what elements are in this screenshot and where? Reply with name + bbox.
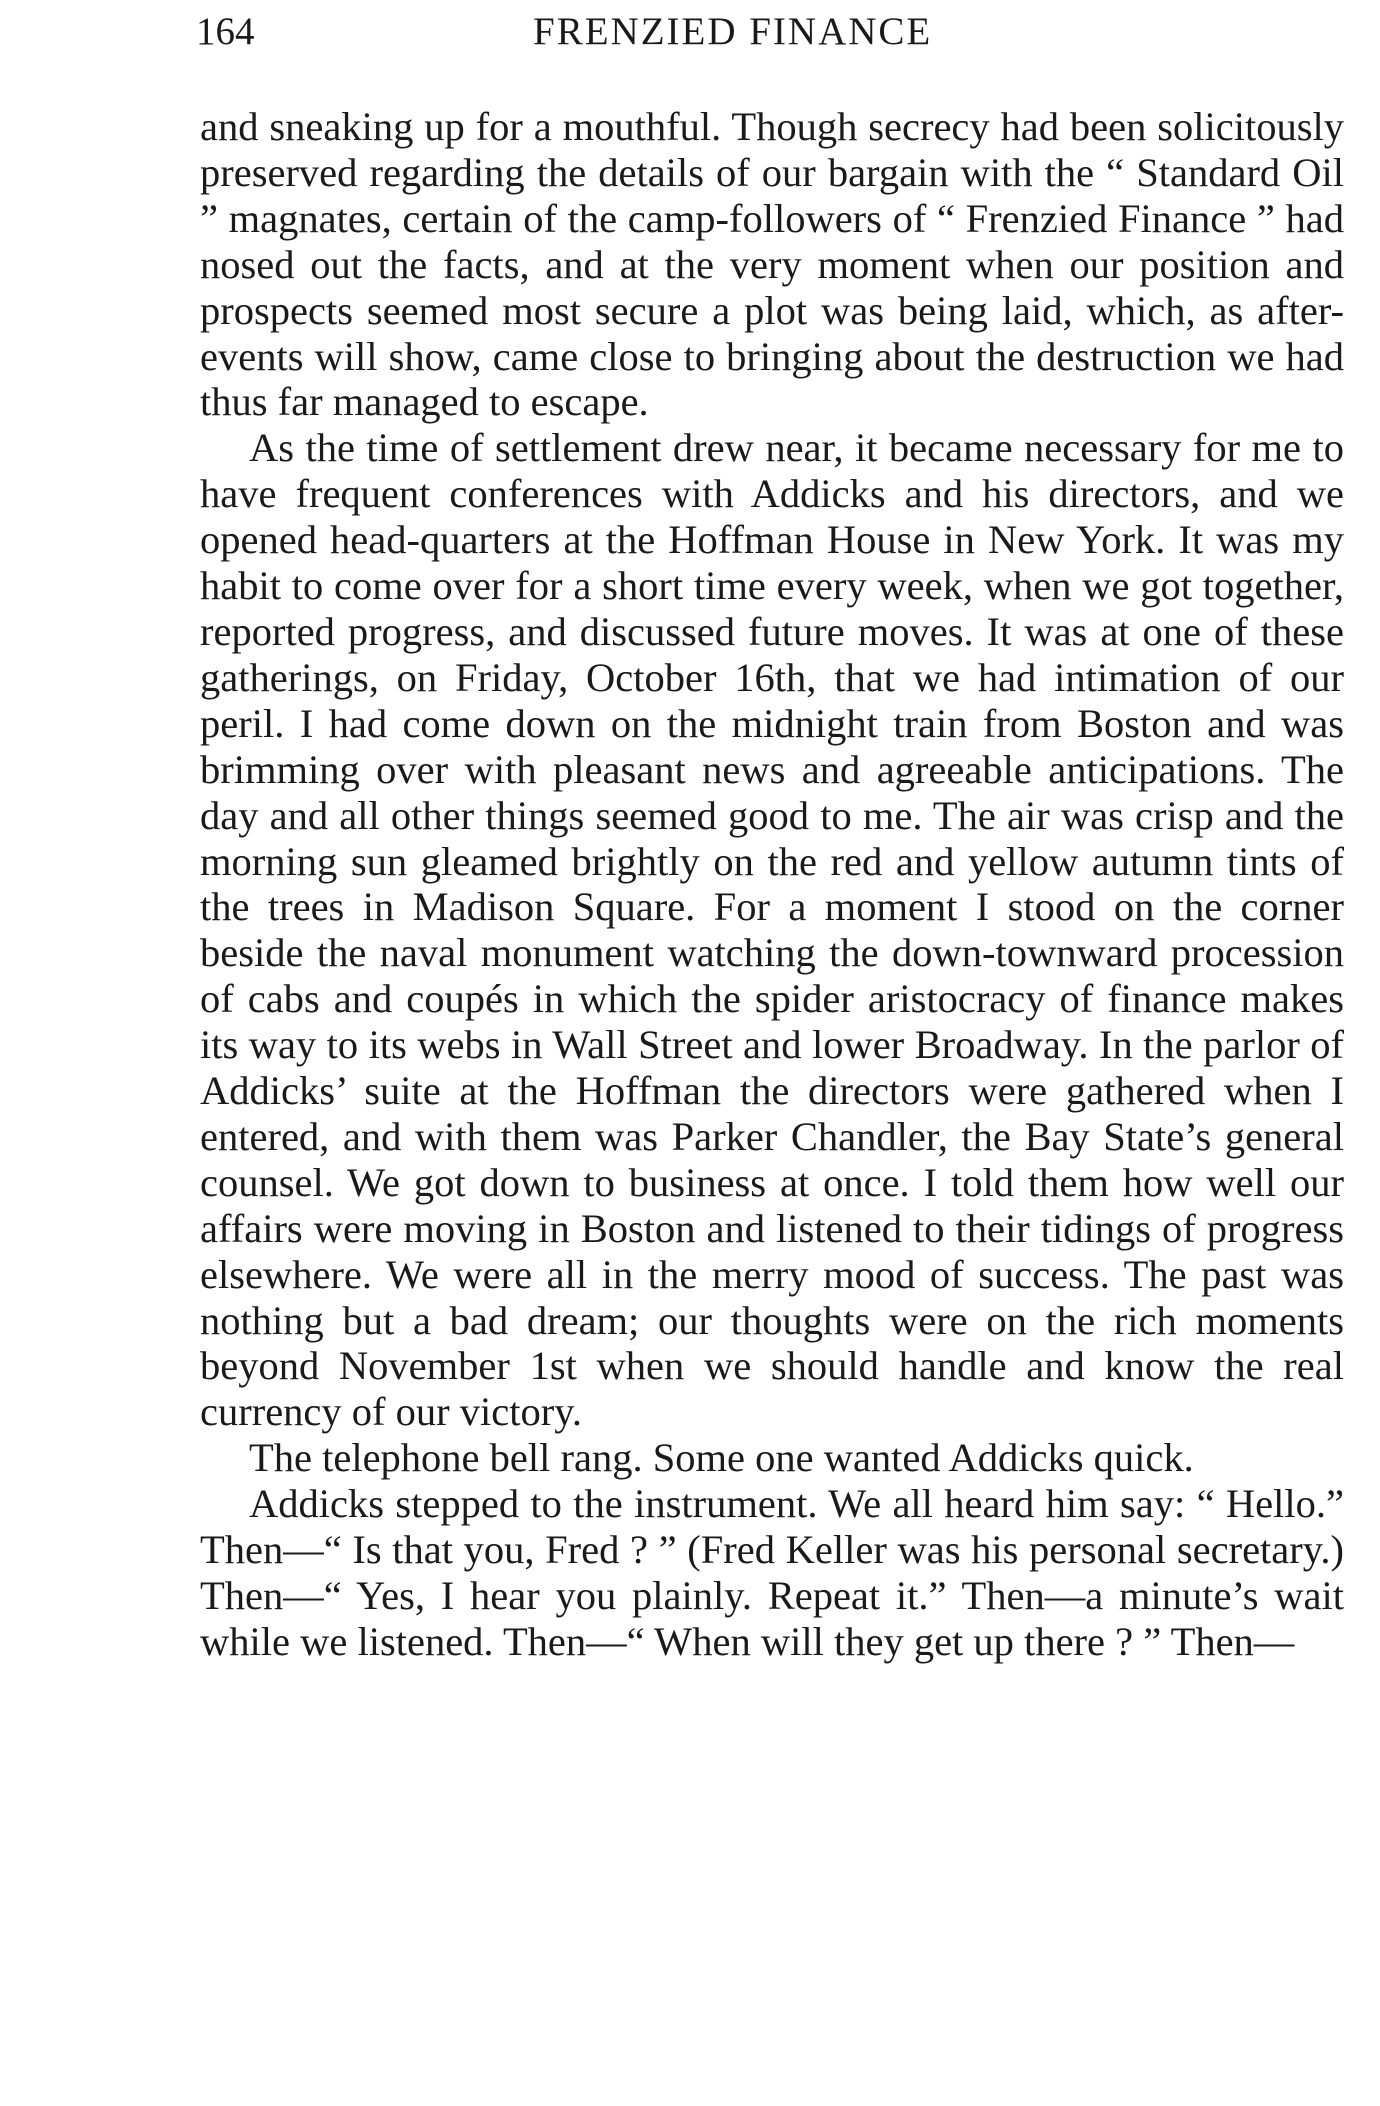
paragraph-addicks-call: Addicks stepped to the instrument. We all heard him say: “ Hello.” Then—“ Is that you, Fred ? ” (Fred Keller was his personal secretary.) Then—“ Yes, I hear you plainly. Repeat it.” Then—a minute’s wait while we listened. Then—“ When will they get up there ? ” Then— xyxy=(200,1481,1344,1664)
paragraph-telephone: The telephone bell rang. Some one wanted Addicks quick. xyxy=(249,1435,1194,1481)
body-text xyxy=(200,104,1344,1665)
paragraph-settlement: As the time of settlement drew near, it became necessary for me to have frequent conferences with Addicks and his directors, and we opened head-quarters at the Hoffman House in New York. It was my habit to come over for a short time every week, when we got together, reported progress, and discussed future moves. It was at one of these gatherings, on Friday, October 16th, that we had intimation of our peril. I had come down on the midnight train from Boston and was brimming over with pleasant news and agreeable anticipations. The day and all other things seemed good to me. The air was crisp and the morning sun gleamed brightly on the red and yellow autumn tints of the trees in Madison Square. For a moment I stood on the corner beside the naval monument watching the down-townward procession of cabs and coupés in which the spider aristocracy of finance makes its way to its webs in Wall Street and lower Broadway. In the parlor of Addicks’ suite at the Hoffman the directors were gathered when I entered, and with them was Parker Chandler, the Bay State’s general counsel. We got down to business at once. I told them how well our affairs were moving in Boston and listened to their tidings of progress elsewhere. We were all in the merry mood of success. The past was nothing but a bad dream; our thoughts were on the rich moments beyond November 1st when we should handle and know the real currency of our victory. xyxy=(200,425,1344,1435)
page-number: 164 xyxy=(196,10,255,53)
paragraph-continued: and sneaking up for a mouthful. Though secrecy had been solicitously preserved regarding the details of our bargain with the “ Standard Oil ” magnates, certain of the camp-followers of “ Frenzied Finance ” had nosed out the facts, and at the very moment when our position and prospects seemed most secure a plot was being laid, which, as after-events will show, came close to bringing about the destruction we had thus far managed to escape. xyxy=(200,104,1344,425)
running-head xyxy=(196,6,1012,58)
running-title: FRENZIED FINANCE xyxy=(533,10,933,53)
